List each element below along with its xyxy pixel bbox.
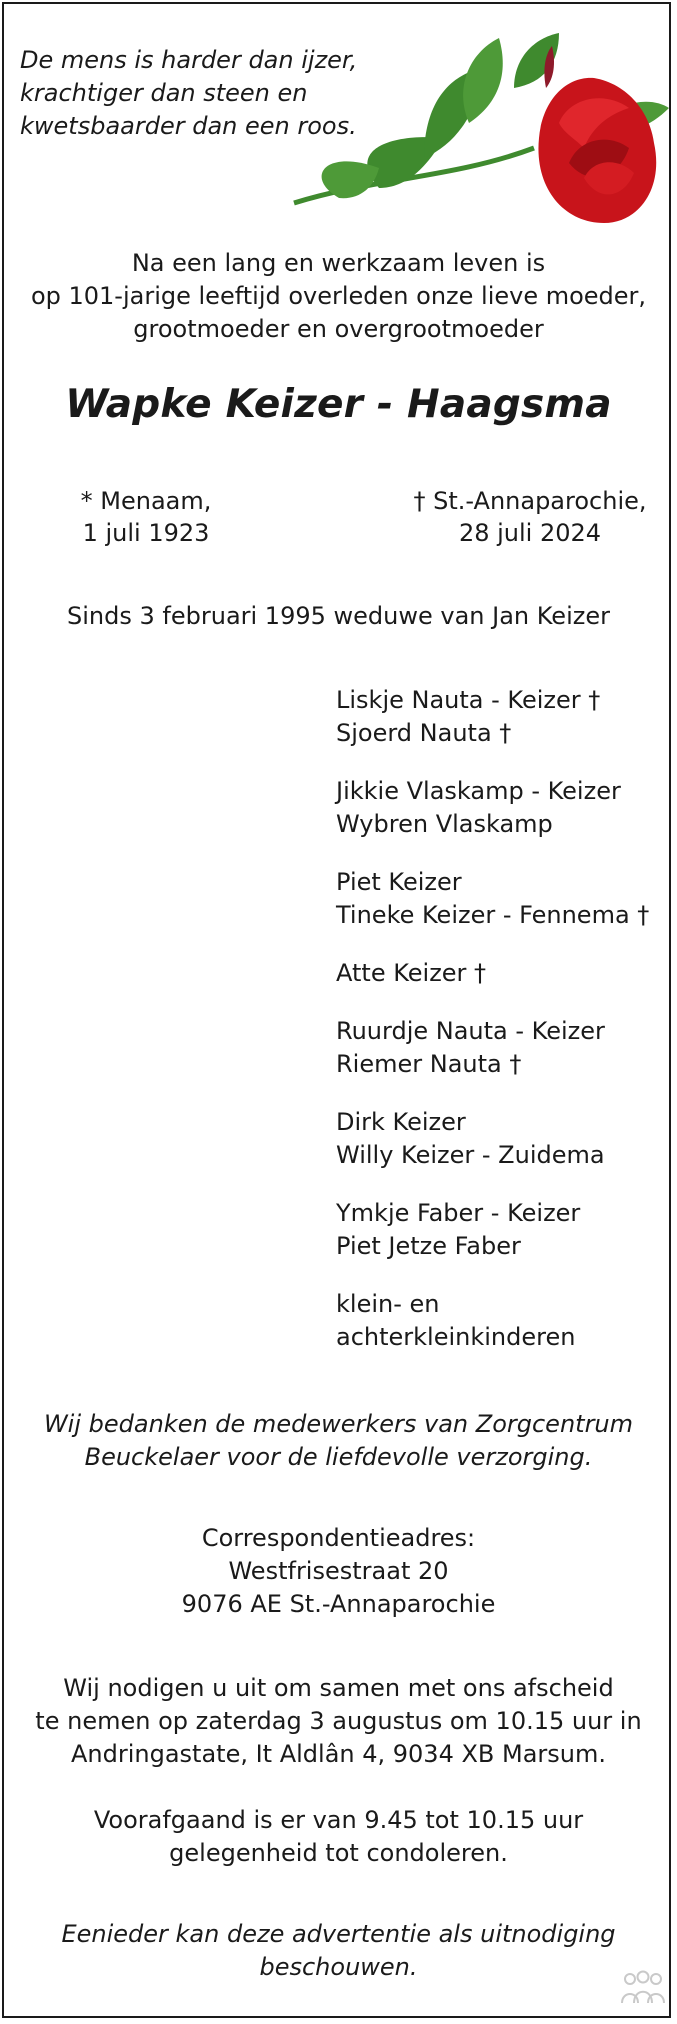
address-line: Correspondentieadres: bbox=[201, 1524, 476, 1552]
family-member: Piet Jetze Faber bbox=[336, 1232, 521, 1260]
family-group bbox=[336, 957, 649, 990]
invitation-line: te nemen op zaterdag 3 augustus om 10.15 uur in bbox=[35, 1707, 642, 1735]
obituary-card bbox=[2, 2, 671, 2018]
family-member: Piet Keizer bbox=[336, 868, 462, 896]
quote-line: krachtiger dan steen en bbox=[20, 79, 308, 107]
invitation-line: Andringastate, It Aldlân 4, 9034 XB Marsum. bbox=[70, 1740, 607, 1768]
family-group bbox=[336, 684, 649, 750]
family-member: Ruurdje Nauta - Keizer bbox=[336, 1017, 605, 1045]
family-member: klein- en bbox=[336, 1290, 440, 1318]
condolence-line: Voorafgaand is er van 9.45 tot 10.15 uur bbox=[93, 1806, 584, 1834]
intro-line: grootmoeder en overgrootmoeder bbox=[133, 315, 544, 343]
family-member: Atte Keizer † bbox=[336, 959, 487, 987]
closing-line: Eenieder kan deze advertentie als uitnodiging bbox=[61, 1920, 616, 1948]
thanks-line: Beuckelaer voor de liefdevolle verzorging. bbox=[84, 1443, 593, 1471]
birth-place: * Menaam, bbox=[80, 487, 212, 515]
family-group bbox=[336, 866, 649, 932]
rose-icon bbox=[284, 28, 674, 238]
family-group bbox=[336, 1197, 649, 1263]
address-line: 9076 AE St.-Annaparochie bbox=[181, 1590, 496, 1618]
family-member: Dirk Keizer bbox=[336, 1108, 466, 1136]
condolence-info bbox=[4, 1804, 673, 1870]
family-list bbox=[336, 684, 649, 1379]
address-line: Westfrisestraat 20 bbox=[228, 1557, 449, 1585]
death-date: 28 juli 2024 bbox=[458, 519, 602, 547]
people-icon bbox=[618, 1969, 668, 2009]
family-member: Liskje Nauta - Keizer † bbox=[336, 686, 601, 714]
quote-line: De mens is harder dan ijzer, bbox=[20, 46, 358, 74]
thanks-text bbox=[4, 1408, 673, 1474]
family-member: achterkleinkinderen bbox=[336, 1323, 576, 1351]
birth-date: 1 juli 1923 bbox=[82, 519, 210, 547]
family-member: Jikkie Vlaskamp - Keizer bbox=[336, 777, 621, 805]
family-member: Riemer Nauta † bbox=[336, 1050, 522, 1078]
death-place: † St.-Annaparochie, bbox=[413, 487, 647, 515]
closing-line: beschouwen. bbox=[259, 1953, 418, 1981]
closing-note bbox=[4, 1918, 673, 1984]
family-group bbox=[336, 1106, 649, 1172]
intro-text bbox=[4, 247, 673, 346]
family-member: Tineke Keizer - Fennema † bbox=[336, 901, 650, 929]
family-member: Ymkje Faber - Keizer bbox=[336, 1199, 581, 1227]
death-info bbox=[410, 485, 650, 549]
family-group bbox=[336, 1015, 649, 1081]
family-member: Sjoerd Nauta † bbox=[336, 719, 512, 747]
family-member: Wybren Vlaskamp bbox=[336, 810, 553, 838]
correspondence-address bbox=[4, 1522, 673, 1621]
family-group bbox=[336, 775, 649, 841]
condolence-line: gelegenheid tot condoleren. bbox=[169, 1839, 508, 1867]
widow-line: Sinds 3 februari 1995 weduwe van Jan Keizer bbox=[67, 602, 610, 630]
intro-line: op 101-jarige leeftijd overleden onze lieve moeder, bbox=[30, 282, 647, 310]
family-member: Willy Keizer - Zuidema bbox=[336, 1141, 605, 1169]
deceased-name: Wapke Keizer - Haagsma bbox=[65, 382, 612, 427]
thanks-line: Wij bedanken de medewerkers van Zorgcentrum bbox=[43, 1410, 634, 1438]
family-group bbox=[336, 1288, 649, 1354]
intro-line: Na een lang en werkzaam leven is bbox=[131, 249, 546, 277]
funeral-invitation bbox=[4, 1672, 673, 1771]
invitation-line: Wij nodigen u uit om samen met ons afscheid bbox=[63, 1674, 614, 1702]
birth-info bbox=[46, 485, 246, 549]
quote-line: kwetsbaarder dan een roos. bbox=[20, 112, 357, 140]
